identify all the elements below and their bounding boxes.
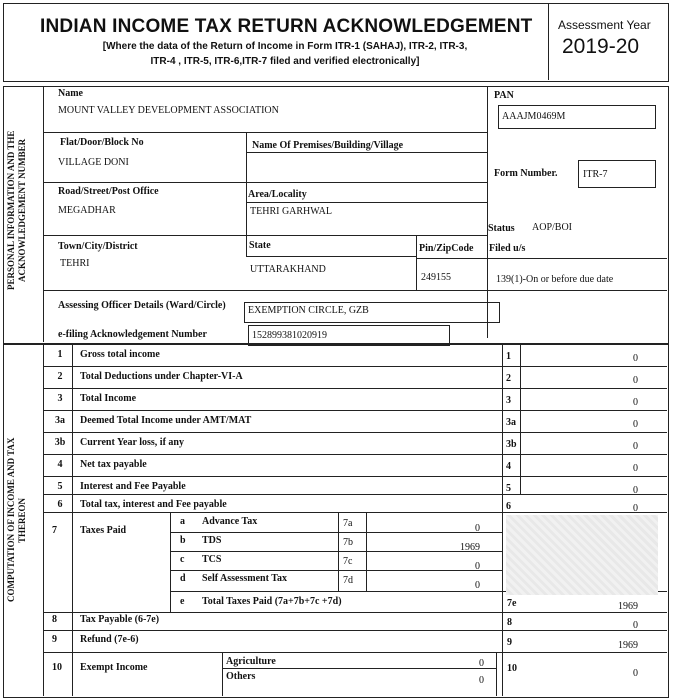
row-code-9: 9	[507, 637, 512, 648]
row-divider	[43, 612, 667, 613]
tax-code-c: 7c	[343, 556, 353, 567]
tax-letter-d: d	[180, 573, 186, 584]
road-value: MEGADHAR	[58, 205, 116, 216]
tax-letter-a: a	[180, 516, 185, 527]
total-taxes-value: 1969	[618, 601, 638, 612]
city-label: Town/City/District	[58, 241, 138, 252]
row-label-4: Net tax payable	[80, 459, 147, 470]
pan-divider	[487, 86, 488, 128]
city-value: TEHRI	[60, 258, 90, 269]
row-divider	[43, 410, 667, 411]
row-label-10: Exempt Income	[80, 662, 148, 673]
row-no-2: 2	[57, 371, 63, 382]
row-label-3b: Current Year loss, if any	[80, 437, 184, 448]
row-code-4: 4	[506, 461, 511, 472]
col-divider	[246, 132, 247, 257]
computation-side-label: COMPUTATION OF INCOME AND TAX THEREON	[6, 437, 27, 603]
row-no-3: 3	[57, 393, 63, 404]
personal-side-divider	[43, 86, 44, 342]
row-label-6: Total tax, interest and Fee payable	[80, 499, 227, 510]
row-divider	[246, 202, 487, 203]
row-divider	[43, 652, 667, 653]
row-divider	[43, 630, 667, 631]
exempt-divider	[222, 652, 223, 696]
row-code-2: 2	[506, 373, 511, 384]
form-subtitle-line2: ITR-4 , ITR-5, ITR-6,ITR-7 filed and verified electronically]	[150, 56, 420, 67]
row-label-9: Refund (7e-6)	[80, 634, 139, 645]
taxes-code-divider	[338, 513, 339, 591]
row-value-10: 0	[633, 668, 638, 679]
pin-label: Pin/ZipCode	[419, 243, 474, 254]
row-divider	[416, 258, 667, 259]
row-value-3: 0	[633, 397, 638, 408]
tax-label-b: TDS	[202, 535, 222, 546]
tax-value-b: 1969	[460, 542, 480, 553]
code-col-divider	[502, 344, 503, 696]
ack-label: e-filing Acknowledgement Number	[58, 329, 207, 340]
pin-divider	[416, 235, 417, 290]
row-divider	[43, 182, 487, 183]
exempt-divider-2	[496, 652, 497, 696]
others-label: Others	[226, 671, 256, 682]
row-divider	[43, 366, 667, 367]
row-no-7: 7	[52, 525, 57, 536]
row-label-5: Interest and Fee Payable	[80, 481, 186, 492]
row-no-1: 1	[57, 349, 63, 360]
state-label: State	[249, 240, 271, 251]
assessment-year-label: Assessment Year	[558, 18, 651, 32]
row-value-4: 0	[633, 463, 638, 474]
pin-value: 249155	[421, 272, 451, 283]
row-no-10: 10	[52, 662, 62, 673]
row-label-1: Gross total income	[80, 349, 160, 360]
tax-value-c: 0	[475, 561, 480, 572]
tax-label-c: TCS	[202, 554, 222, 565]
pan-label: PAN	[494, 90, 514, 101]
tax-letter-c: c	[180, 554, 185, 565]
row-no-3b: 3b	[54, 437, 66, 448]
flat-label: Flat/Door/Block No	[60, 137, 144, 148]
row-code-3a: 3a	[506, 417, 516, 428]
tax-value-a: 0	[475, 523, 480, 534]
row-label-3: Total Income	[80, 393, 137, 404]
road-label: Road/Street/Post Office	[58, 186, 159, 197]
row-value-3a: 0	[633, 419, 638, 430]
row-code-6: 6	[506, 501, 511, 512]
area-value: TEHRI GARHWAL	[250, 206, 332, 217]
others-value: 0	[479, 675, 484, 686]
no-col-divider	[72, 344, 73, 696]
form-title: INDIAN INCOME TAX RETURN ACKNOWLEDGEMENT	[40, 16, 533, 37]
computation-side-divider	[43, 344, 44, 696]
form-subtitle-line1: [Where the data of the Return of Income in Form ITR-1 (SAHAJ), ITR-2, ITR-3,	[102, 41, 468, 52]
row-value-1: 0	[633, 353, 638, 364]
taxes-inner-divider	[170, 513, 171, 613]
row-divider	[43, 494, 667, 495]
row-no-9: 9	[52, 634, 57, 645]
agriculture-label: Agriculture	[226, 656, 276, 667]
row-divider	[43, 432, 667, 433]
premises-label: Name Of Premises/Building/Village	[252, 140, 404, 151]
row-code-10: 10	[507, 663, 517, 674]
row-value-3b: 0	[633, 441, 638, 452]
row-no-3a: 3a	[55, 415, 65, 426]
taxes-code-divider-2	[366, 513, 367, 591]
row-divider	[43, 235, 487, 236]
name-value: MOUNT VALLEY DEVELOPMENT ASSOCIATION	[58, 105, 279, 116]
row-divider	[43, 454, 667, 455]
tax-code-a: 7a	[343, 518, 353, 529]
row-divider	[246, 256, 416, 257]
row-code-3b: 3b	[506, 439, 517, 450]
tax-code-b: 7b	[343, 537, 353, 548]
tax-value-d: 0	[475, 580, 480, 591]
row-value-8: 0	[633, 620, 638, 631]
pan-value: AAAJM0469M	[502, 111, 566, 122]
row-divider	[43, 388, 667, 389]
taxes-paid-label: Taxes Paid	[80, 525, 127, 536]
row-divider	[170, 532, 502, 533]
ao-label: Assessing Officer Details (Ward/Circle)	[58, 300, 226, 311]
row-label-8: Tax Payable (6-7e)	[80, 614, 160, 625]
masked-region	[506, 515, 658, 595]
row-divider	[246, 152, 487, 153]
row-value-9: 1969	[618, 640, 638, 651]
total-taxes-label: Total Taxes Paid (7a+7b+7c +7d)	[202, 596, 342, 607]
row-divider	[170, 570, 502, 571]
row-value-2: 0	[633, 375, 638, 386]
tax-label-a: Advance Tax	[202, 516, 258, 527]
total-letter: e	[180, 596, 185, 607]
row-divider	[43, 512, 667, 513]
row-label-3a: Deemed Total Income under AMT/MAT	[80, 415, 252, 426]
ack-value: 152899381020919	[252, 330, 327, 341]
agriculture-value: 0	[479, 658, 484, 669]
ao-value: EXEMPTION CIRCLE, GZB	[248, 305, 369, 316]
state-value: UTTARAKHAND	[250, 264, 326, 275]
name-label: Name	[58, 88, 83, 99]
row-code-1: 1	[506, 351, 511, 362]
status-label: Status	[488, 223, 515, 234]
row-divider	[43, 132, 487, 133]
row-no-4: 4	[57, 459, 63, 470]
form-number-label: Form Number.	[494, 168, 558, 179]
row-code-5: 5	[506, 483, 511, 494]
tax-code-d: 7d	[343, 575, 353, 586]
status-value: AOP/BOI	[532, 222, 573, 233]
assessment-year-value: 2019-20	[562, 35, 640, 58]
row-value-6: 0	[633, 503, 638, 514]
row-code-3: 3	[506, 395, 511, 406]
personal-side-label: PERSONAL INFORMATION AND THE ACKNOWLEDGEMENT NUMBER	[6, 130, 27, 290]
filed-value: 139(1)-On or before due date	[496, 274, 614, 285]
row-divider	[43, 476, 667, 477]
area-label: Area/Locality	[248, 189, 307, 200]
row-value-5: 0	[633, 485, 638, 496]
tax-letter-b: b	[180, 535, 186, 546]
row-divider	[43, 290, 667, 291]
flat-value: VILLAGE DONI	[58, 157, 129, 168]
header-divider	[548, 3, 549, 80]
tax-label-d: Self Assessment Tax	[202, 573, 288, 584]
row-label-2: Total Deductions under Chapter-VI-A	[80, 371, 243, 382]
row-no-5: 5	[57, 481, 63, 492]
total-taxes-code: 7e	[507, 598, 517, 609]
row-no-6: 6	[57, 499, 63, 510]
row-code-8: 8	[507, 617, 512, 628]
filed-label: Filed u/s	[489, 243, 526, 254]
form-number-value: ITR-7	[583, 169, 608, 180]
row-divider	[170, 551, 502, 552]
row-no-8: 8	[52, 614, 57, 625]
